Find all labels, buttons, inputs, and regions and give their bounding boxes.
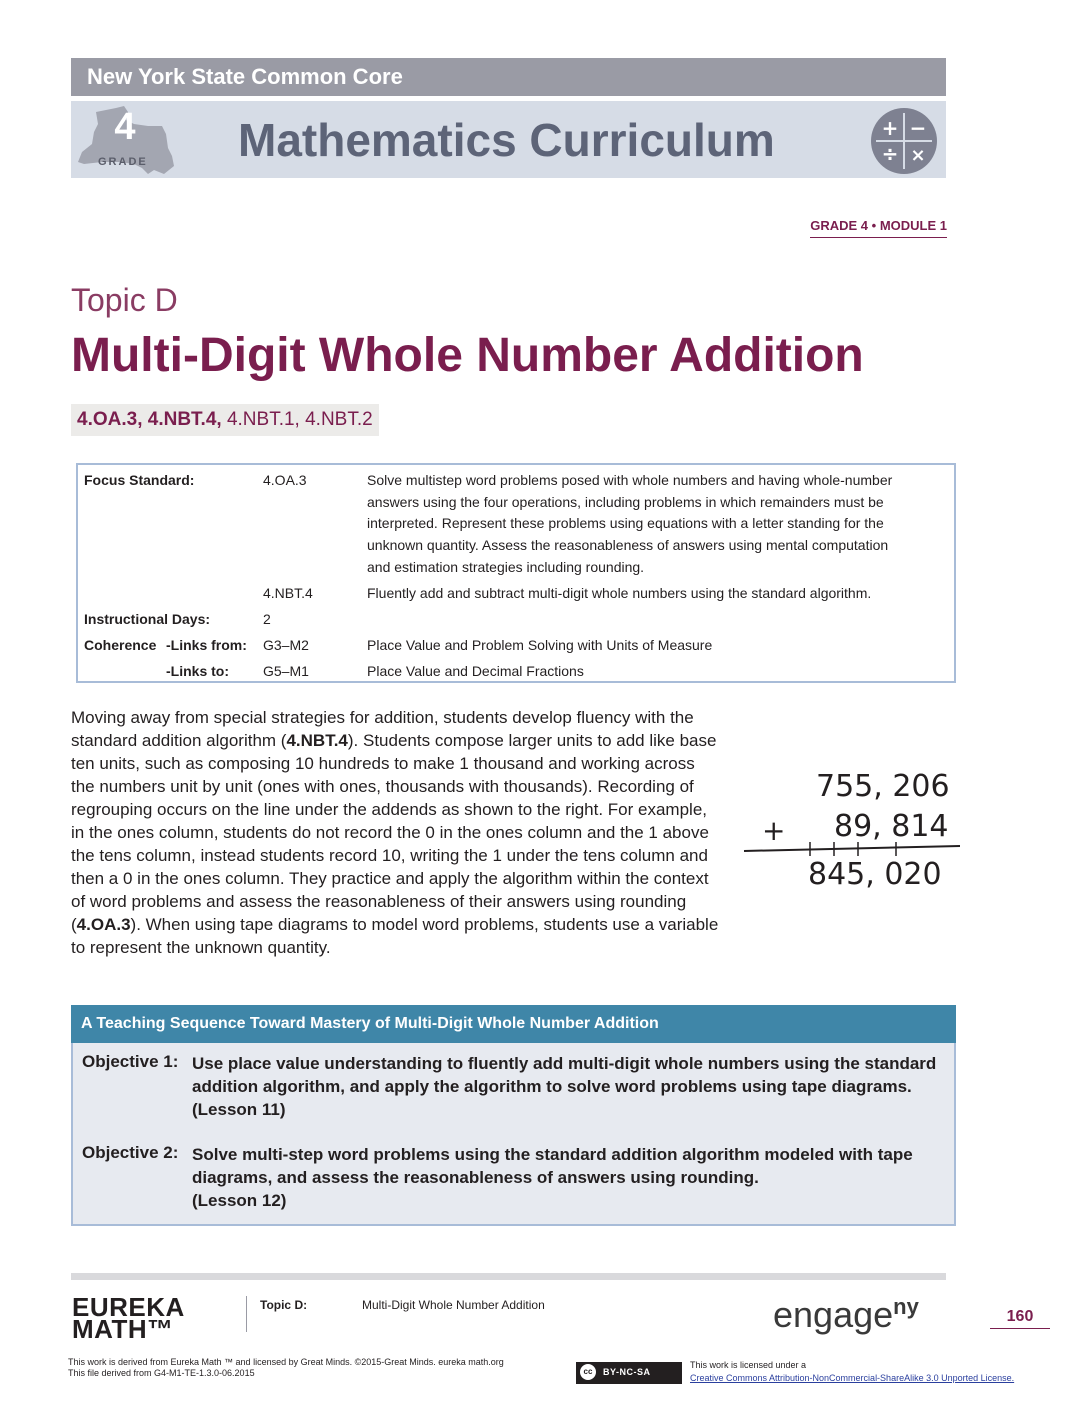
objective-2-line-1: Solve multi-step word problems using the standard addition algorithm modeled with tape bbox=[192, 1145, 913, 1164]
standard-text-1-line-4: unknown quantity. Assess the reasonableness of answers using mental computation bbox=[367, 537, 889, 553]
curriculum-title: Mathematics Curriculum bbox=[238, 114, 775, 166]
standards-regular: 4.NBT.1, 4.NBT.2 bbox=[221, 409, 373, 430]
links-from-text: Place Value and Problem Solving with Units of Measure bbox=[367, 637, 713, 653]
svg-text:+: + bbox=[881, 116, 899, 140]
math-operations-icon bbox=[870, 107, 938, 175]
eureka-logo-line-1: EUREKA bbox=[72, 1292, 185, 1322]
footer-separator bbox=[246, 1296, 247, 1332]
teaching-sequence-header bbox=[71, 1005, 956, 1043]
standard-text-1-line-1: Solve multistep word problems posed with whole numbers and having whole-number bbox=[367, 472, 893, 488]
standards-list bbox=[71, 404, 379, 436]
focus-standard-label: Focus Standard: bbox=[84, 472, 195, 488]
links-to-label: -Links to: bbox=[166, 663, 229, 679]
overview-standard-1: 4.NBT.4 bbox=[286, 731, 348, 750]
svg-text:−: − bbox=[909, 116, 927, 140]
objective-1-label: Objective 1: bbox=[82, 1052, 179, 1071]
series-title: New York State Common Core bbox=[87, 64, 403, 89]
links-from-label: -Links from: bbox=[166, 637, 247, 653]
engage-word: engage bbox=[773, 1294, 894, 1335]
engageny-logo bbox=[773, 1294, 919, 1336]
standard-text-1-line-5: and estimation strategies including rounding. bbox=[367, 559, 645, 575]
overview-standard-2: 4.OA.3 bbox=[76, 915, 131, 934]
topic-label: Topic D bbox=[71, 282, 178, 318]
standards-bold: 4.OA.3, 4.NBT.4, bbox=[77, 409, 222, 430]
overview-part-2: ). Students compose larger units to add like base ten units, such as composing 10 hundreds to make 1 thousand and working across the numbers unit by unit (ones with ones, thousands with thousands). Recording of regrouping occurs on the line under the addends as shown to the right. For example, in the ones column, students do not record the 0 in the ones column and the 1 above the tens column, instead students record 10, writing the 1 under the tens column and then a 0 in the ones column. They practice and apply the algorithm within the context of word problems and assess the reasonableness of their answers using rounding ( bbox=[71, 731, 717, 934]
objective-2-label: Objective 2: bbox=[82, 1143, 179, 1162]
grade-label: GRADE bbox=[98, 156, 148, 168]
page-number: 160 bbox=[990, 1308, 1050, 1329]
standard-code-1: 4.OA.3 bbox=[263, 472, 307, 488]
cc-badge-text: BY-NC-SA bbox=[603, 1367, 651, 1377]
links-to-code: G5–M1 bbox=[263, 663, 309, 679]
footer-divider bbox=[71, 1273, 946, 1280]
ny-superscript: ny bbox=[893, 1294, 919, 1319]
addend-2: 89, 814 bbox=[834, 809, 949, 844]
footer-topic-title: Multi-Digit Whole Number Addition bbox=[362, 1298, 545, 1312]
standard-text-2: Fluently add and subtract multi-digit whole numbers using the standard algorithm. bbox=[367, 585, 872, 601]
teaching-sequence-heading: A Teaching Sequence Toward Mastery of Multi-Digit Whole Number Addition bbox=[81, 1015, 659, 1032]
handwritten-addition-example bbox=[738, 756, 968, 906]
license-link[interactable]: Creative Commons Attribution-NonCommercial-ShareAlike 3.0 Unported License. bbox=[690, 1373, 1015, 1383]
series-banner bbox=[71, 58, 946, 96]
svg-text:÷: ÷ bbox=[881, 142, 899, 166]
coherence-label: Coherence bbox=[84, 637, 157, 653]
links-from-code: G3–M2 bbox=[263, 637, 309, 653]
svg-text:×: × bbox=[910, 145, 926, 166]
addend-1: 755, 206 bbox=[816, 769, 950, 804]
objective-1-lesson: (Lesson 11) bbox=[192, 1100, 286, 1119]
objective-2-lesson: (Lesson 12) bbox=[192, 1191, 287, 1210]
creative-commons-icon: cc bbox=[580, 1364, 596, 1380]
objective-1-line-2: addition algorithm, and apply the algorithm to solve word problems using tape diagrams. bbox=[192, 1077, 912, 1096]
grade-number: 4 bbox=[114, 106, 136, 148]
standard-code-2: 4.NBT.4 bbox=[263, 585, 313, 601]
overview-part-1: Moving away from special strategies for addition, students develop fluency with the standard addition algorithm ( bbox=[71, 708, 694, 750]
standard-text-1-line-2: answers using the four operations, including problems in which remainders must be bbox=[367, 494, 884, 510]
sum: 845, 020 bbox=[808, 857, 942, 892]
file-derived-notice: This file derived from G4-M1-TE-1.3.0-06.2015 bbox=[68, 1368, 255, 1378]
topic-overview-paragraph bbox=[71, 706, 721, 959]
instructional-days-value: 2 bbox=[263, 611, 271, 627]
license-intro: This work is licensed under a bbox=[690, 1360, 807, 1370]
objective-2-line-2: diagrams, and assess the reasonableness of answers using rounding. bbox=[192, 1168, 759, 1187]
eureka-logo-line-2: MATH™ bbox=[72, 1314, 174, 1344]
objective-1-line-1: Use place value understanding to fluently add multi-digit whole numbers using the standard bbox=[192, 1054, 937, 1073]
eureka-math-logo bbox=[72, 1292, 185, 1344]
derived-notice: This work is derived from Eureka Math ™ and licensed by Great Minds. ©2015-Great Minds. eureka math.org bbox=[68, 1357, 504, 1367]
footer-topic-label: Topic D: bbox=[260, 1298, 308, 1312]
topic-title: Multi-Digit Whole Number Addition bbox=[71, 329, 864, 382]
links-to-text: Place Value and Decimal Fractions bbox=[367, 663, 584, 679]
instructional-days-label: Instructional Days: bbox=[84, 611, 211, 627]
overview-part-3: ). When using tape diagrams to model word problems, students use a variable to represent the unknown quantity. bbox=[71, 915, 719, 957]
grade-module-label: GRADE 4 • MODULE 1 bbox=[810, 218, 947, 238]
plus-sign: + bbox=[762, 814, 786, 847]
standard-text-1-line-3: interpreted. Represent these problems using equations with a letter standing for the bbox=[367, 515, 884, 531]
